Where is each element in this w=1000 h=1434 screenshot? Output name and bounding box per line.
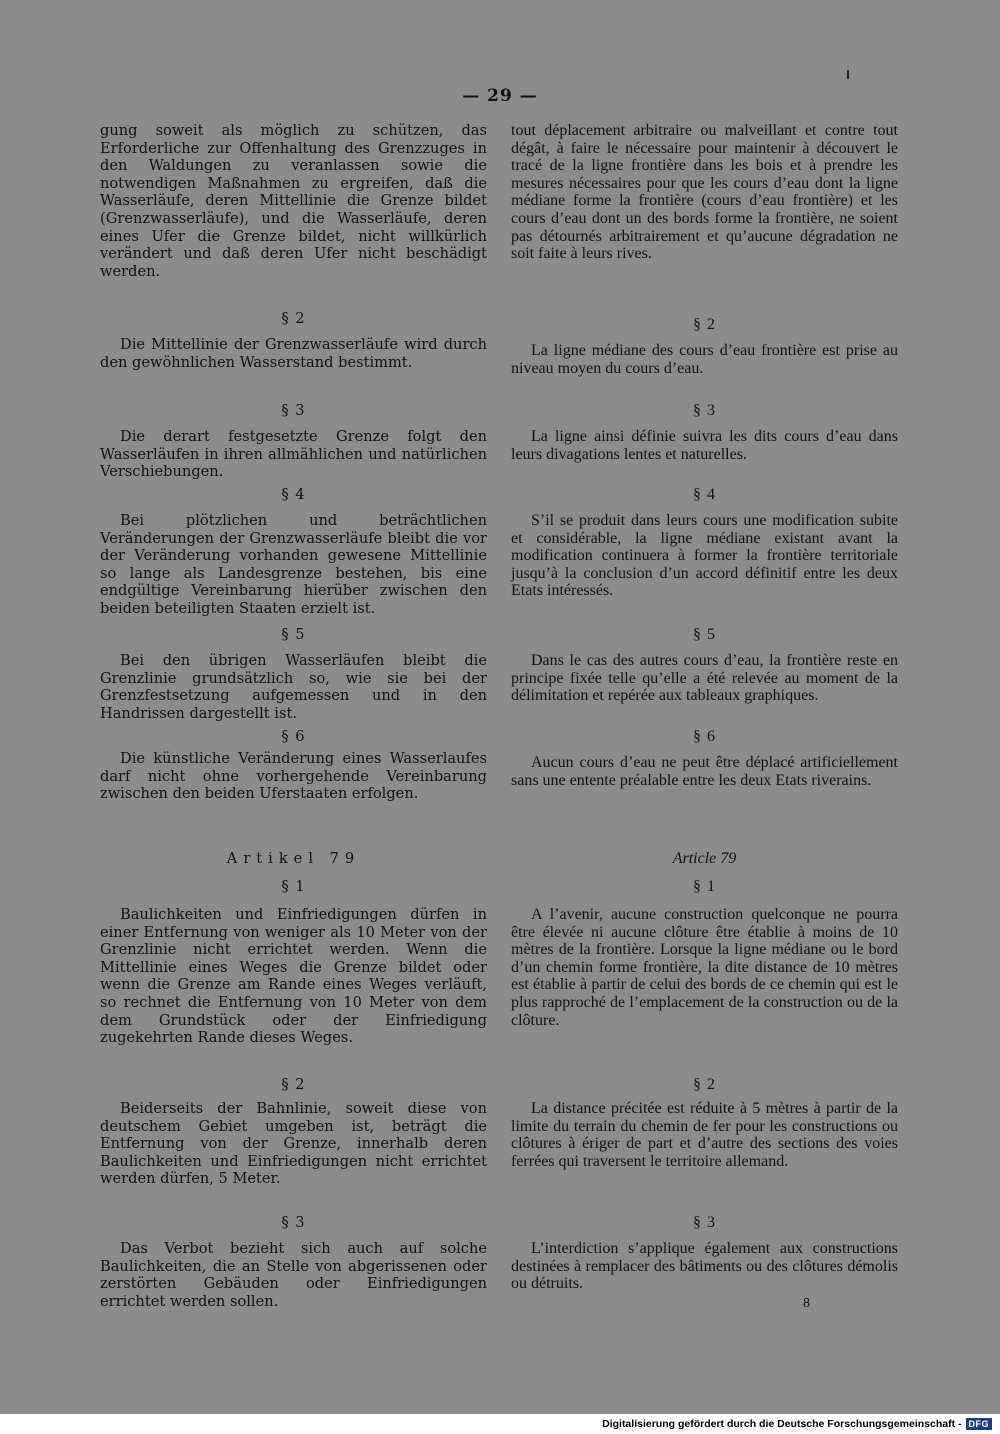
- french-article-section-2-label: § 2: [693, 1076, 716, 1093]
- french-section-6-text: Aucun cours d’eau ne peut être déplacé artificiellement sans une entente préalable entre les deux Etats riverains.: [511, 754, 898, 789]
- french-section-3-label: § 3: [693, 402, 716, 419]
- scan-mark: [847, 70, 849, 79]
- german-section-2-text: Die Mittellinie der Grenzwasserläufe wird durch den gewöhnlichen Wasserstand bestimmt.: [100, 336, 487, 371]
- german-article-section-2-text: Beiderseits der Bahnlinie, soweit diese von deutschem Gebiet umgeben ist, beträgt die Entfernung von der Grenze, innerhalb deren Baulichkeiten und Einfriedigungen nicht errichtet werden dürfen, 5 Meter.: [100, 1100, 487, 1188]
- french-section-2-text: La ligne médiane des cours d’eau frontière est prise au niveau moyen du cours d’eau.: [511, 342, 898, 377]
- french-article-heading: Article 79: [672, 850, 737, 867]
- german-section-3-label: § 3: [281, 402, 306, 419]
- french-intro-paragraph: tout déplacement arbitraire ou malveillant et contre tout dégât, à faire le nécessaire pour maintenir à découvert le tracé de la ligne frontière dans les bois et à prendre les mesures nécessaires pour que les cours d’eau dont la ligne médiane forme la frontière (cours d’eau frontière) et les cours d’eau dont un des bords forme la frontière, ne soient pas détournés arbitrairement et qu’aucune dégradation ne soit faite à leurs rives.: [511, 122, 898, 263]
- german-section-6-label: § 6: [281, 728, 306, 745]
- german-article-section-2-label: § 2: [281, 1076, 306, 1093]
- german-article-section-1-label: § 1: [281, 878, 306, 895]
- french-section-2-label: § 2: [693, 316, 716, 333]
- dfg-logo-icon: DFG: [966, 1418, 993, 1430]
- french-section-3-text: La ligne ainsi définie suivra les dits cours d’eau dans leurs divagations lentes et naturelles.: [511, 428, 898, 463]
- german-section-3-text: Die derart festgesetzte Grenze folgt den Wasserläufen in ihren allmählichen und natürlichen Verschiebungen.: [100, 428, 487, 481]
- german-intro-paragraph: gung soweit als möglich zu schützen, das Erforderliche zur Offenhaltung des Grenzzuges in den Waldungen zu veranlassen sowie die notwendigen Maßnahmen zu ergreifen, daß die Wasserläufe, deren Mittellinie die Grenze bildet (Grenzwasserläufe), und die Wasserläufe, deren eines Ufer die Grenze bildet, nicht willkürlich verändert und daß deren Ufer nicht beschädigt werden.: [100, 122, 487, 280]
- french-article-section-1-label: § 1: [693, 878, 716, 895]
- german-article-heading: Artikel 79: [226, 850, 361, 867]
- sheet-number: 8: [803, 1296, 810, 1311]
- page-number: — 29 —: [462, 86, 538, 106]
- french-section-4-text: S’il se produit dans leurs cours une modification subite et considérable, la ligne médiane existant avant la modification continuera à former la frontière territoriale jusqu’à la conclusion d’un accord définitif entre les deux Etats intéressés.: [511, 512, 898, 600]
- footer-credit: [602, 1415, 992, 1433]
- french-article-section-3-label: § 3: [693, 1214, 716, 1231]
- german-section-2-label: § 2: [281, 310, 306, 327]
- french-section-5-text: Dans le cas des autres cours d’eau, la frontière reste en principe fixée telle qu’elle a été relevée au moment de la délimitation et repérée aux tableaux graphiques.: [511, 652, 898, 705]
- german-article-section-1-text: Baulichkeiten und Einfriedigungen dürfen in einer Entfernung von weniger als 10 Meter von der Grenzlinie nicht errichtet werden. Wenn die Mittellinie eines Weges die Grenze bildet oder wenn die Grenze am Rande eines Weges verläuft, so rechnet die Entfernung von 10 Meter von dem dem Grundstück oder der Einfriedigung zugekehrten Rande dieses Weges.: [100, 906, 487, 1047]
- footer-text: Digitalisierung gefördert durch die Deutsche Forschungsgemeinschaft -: [602, 1418, 962, 1430]
- french-section-5-label: § 5: [693, 626, 716, 643]
- german-section-4-text: Bei plötzlichen und beträchtlichen Veränderungen der Grenzwasserläufe bleibt die vor der Veränderung vorhanden gewesene Mittellinie so lange als Landesgrenze bestehen, bis eine endgültige Vereinbarung hierüber zwischen den beiden beteiligten Staaten erzielt ist.: [100, 512, 487, 617]
- french-section-6-label: § 6: [693, 728, 716, 745]
- german-article-section-3-text: Das Verbot bezieht sich auch auf solche Baulichkeiten, die an Stelle von abgerissenen oder zerstörten Gebäuden oder Einfriedigungen errichtet werden sollen.: [100, 1240, 487, 1310]
- german-section-5-label: § 5: [281, 626, 306, 643]
- french-article-section-2-text: La distance précitée est réduite à 5 mètres à partir de la limite du terrain du chemin de fer pour les constructions ou clôtures à ériger de part et d’autre des sections des voies ferrées qui traversent le territoire allemand.: [511, 1100, 898, 1170]
- french-section-4-label: § 4: [693, 486, 716, 503]
- german-section-4-label: § 4: [281, 486, 306, 503]
- german-section-6-text: Die künstliche Veränderung eines Wasserlaufes darf nicht ohne vorhergehende Vereinbarung zwischen den beiden Uferstaaten erfolgen.: [100, 750, 487, 803]
- french-article-section-3-text: L’interdiction s’applique également aux constructions destinées à remplacer des bâtiments ou des clôtures démolis ou détruits.: [511, 1240, 898, 1293]
- german-article-section-3-label: § 3: [281, 1214, 306, 1231]
- french-article-section-1-text: A l’avenir, aucune construction quelconque ne pourra être élevée ni aucune clôture être établie à moins de 10 mètres de la frontière. Lorsque la ligne médiane ou le bord d’un chemin forme frontière, la dite distance de 10 mètres est établie à partir de celui des bords de ce chemin qui est le plus rapproché de l’emplacement de la construction ou de la clôture.: [511, 906, 898, 1029]
- german-section-5-text: Bei den übrigen Wasserläufen bleibt die Grenzlinie grundsätzlich so, wie sie bei der Grenzfestsetzung aufgemessen und in den Handrissen dargestellt ist.: [100, 652, 487, 722]
